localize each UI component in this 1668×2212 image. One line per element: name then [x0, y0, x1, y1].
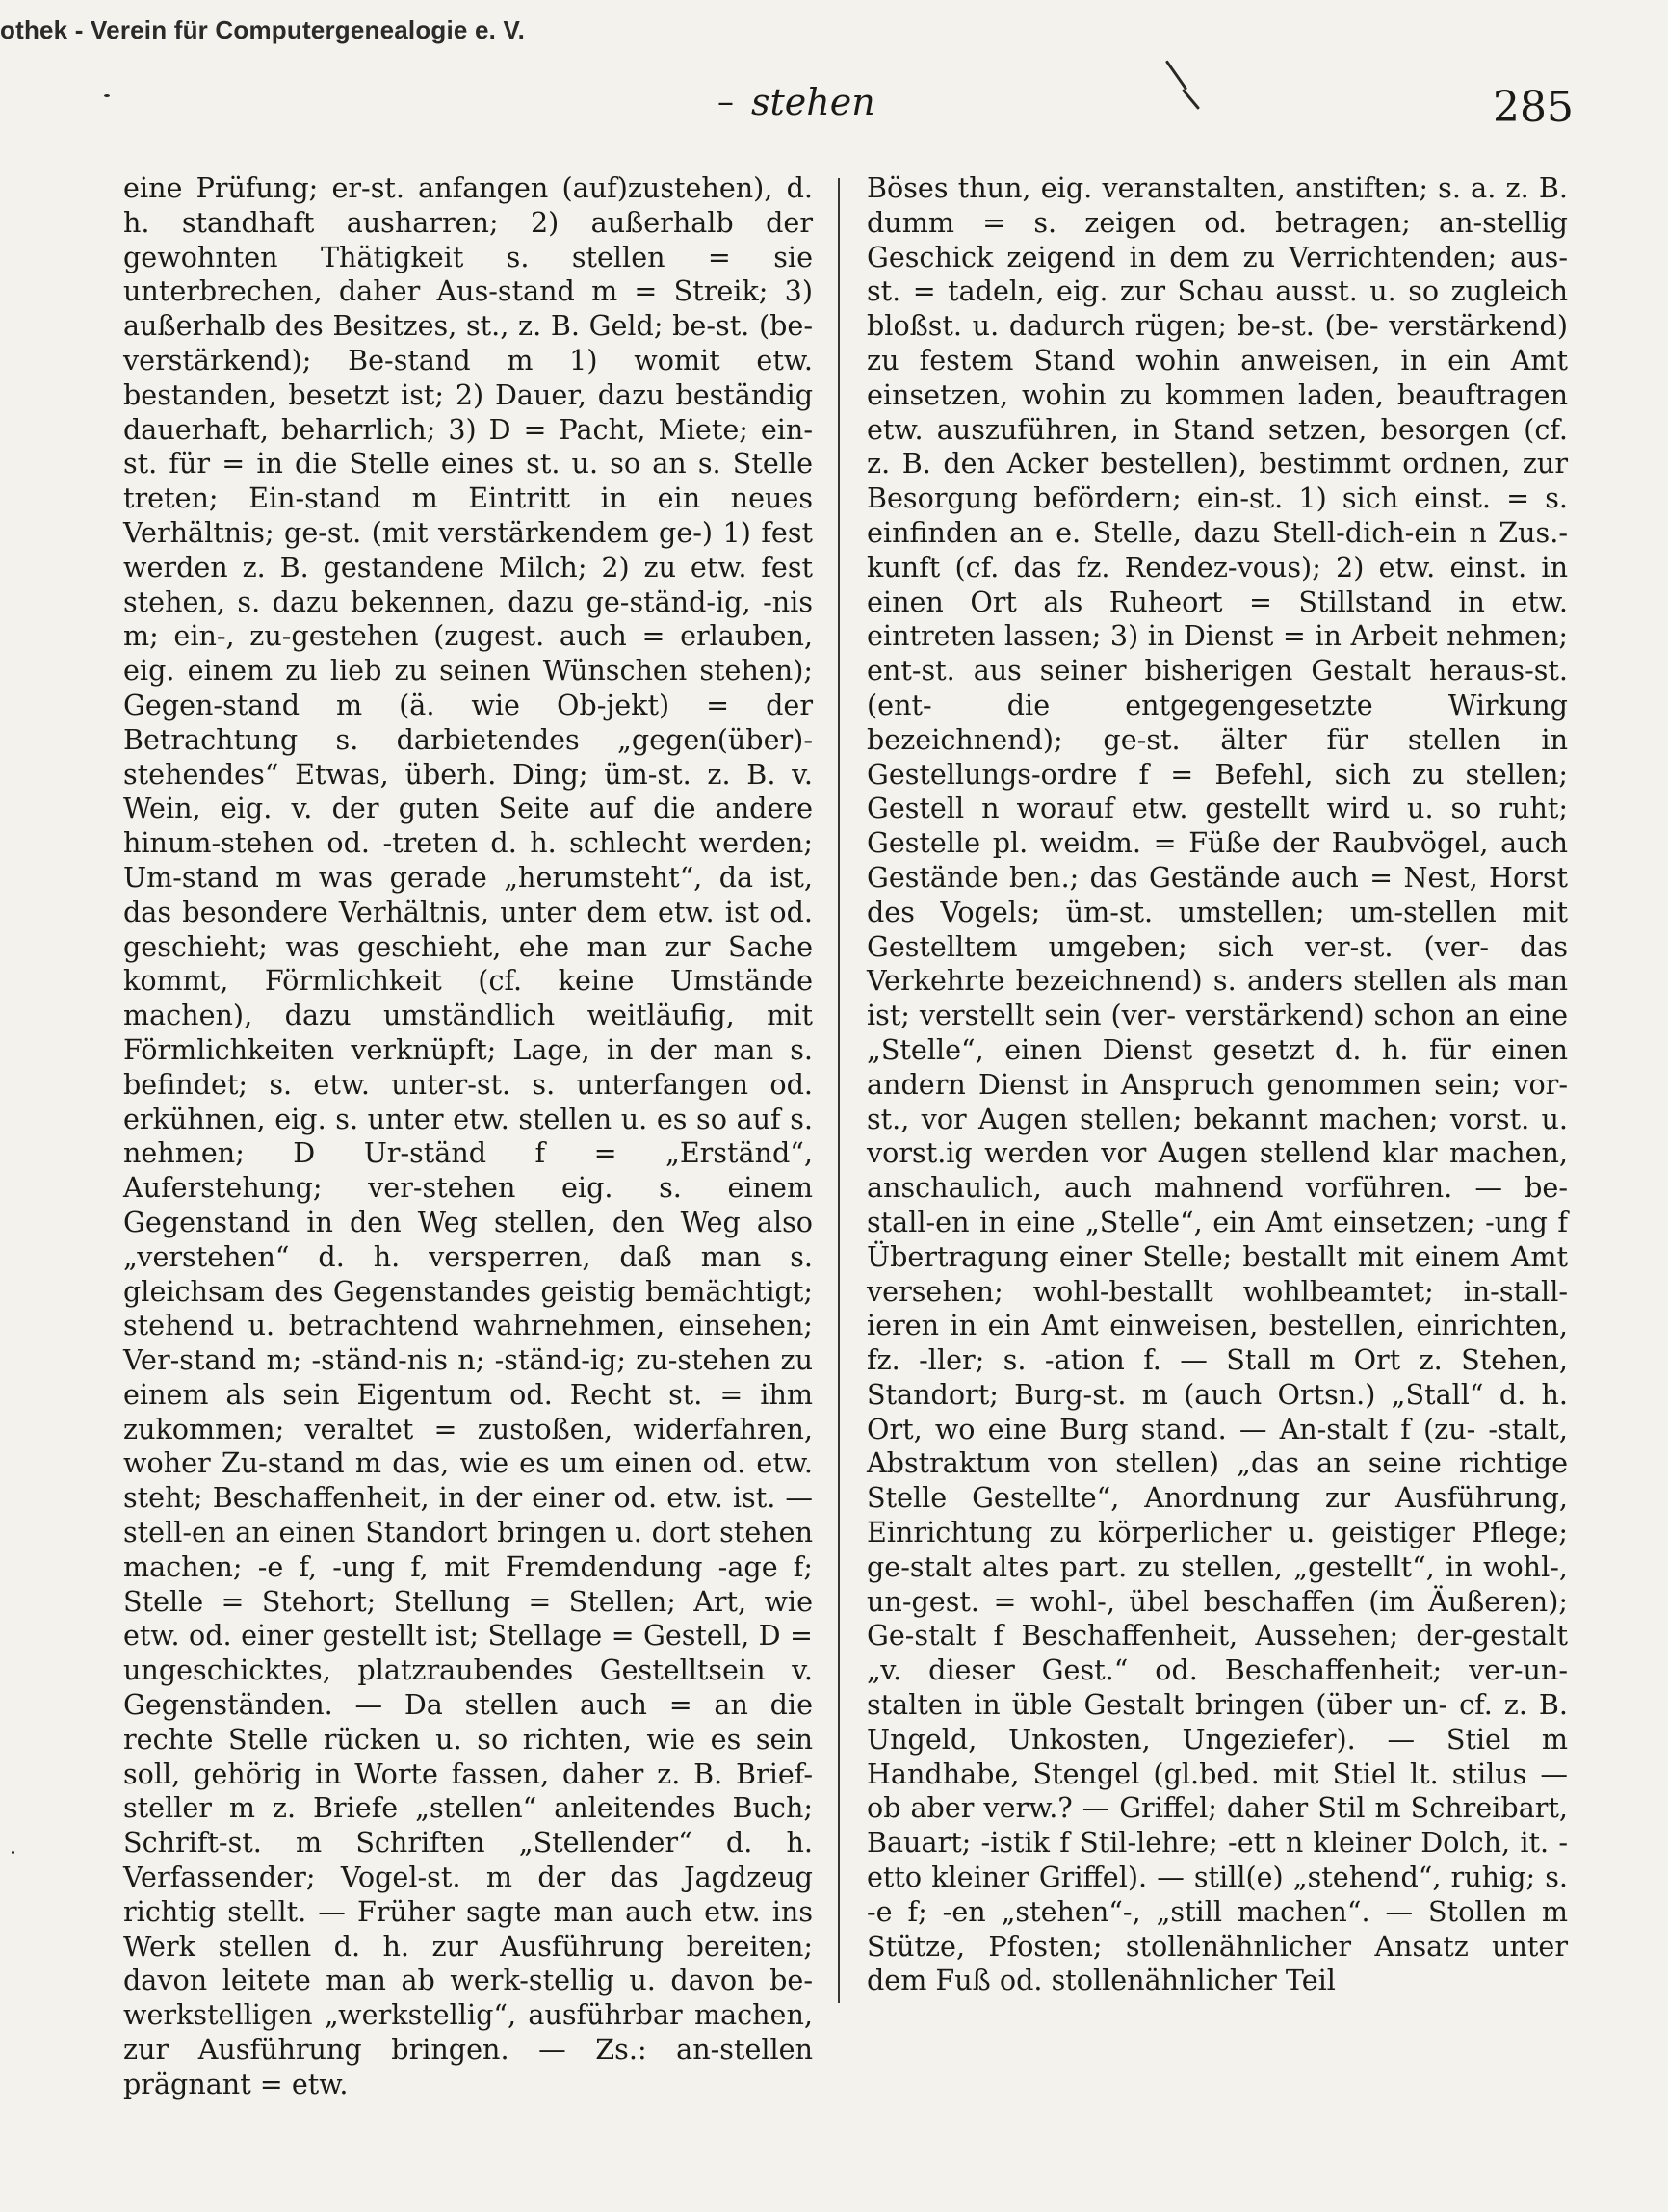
left-column: [123, 171, 813, 2102]
scan-speck: [104, 94, 110, 97]
scan-speck: [12, 1851, 14, 1854]
page-number: 285: [1493, 83, 1574, 132]
head-word: stehen: [751, 81, 875, 123]
header-dash: –: [717, 83, 734, 121]
right-column: [867, 171, 1568, 1998]
right-column-text: Böses thun, eig. veranstalten, anstiften; s. a. z. B. dumm = s. zeigen od. betragen; an-stellig Geschick zeigend in dem zu Verrichtenden; aus-st. = tadeln, eig. zur Schau ausst. u. so zugleich bloßst. u. dadurch rügen; be-st. (be- verstärkend) zu festem Stand wohin anweisen, in ein Amt einsetzen, wohin zu kommen laden, beauftragen etw. auszuführen, in Stand setzen, besorgen (cf. z. B. den Acker bestellen), bestimmt ordnen, zur Besorgung befördern; ein-st. 1) sich einst. = s. einfinden an e. Stelle, dazu Stell-dich-ein n Zus.-kunft (cf. das fz. Rendez-vous); 2) etw. einst. in einen Ort als Ruheort = Stillstand in etw. eintreten lassen; 3) in Dienst = in Arbeit nehmen; ent-st. aus seiner bisherigen Gestalt heraus-st. (ent- die entgegengesetzte Wirkung bezeichnend); ge-st. älter für stellen in Gestellungs-ordre f = Befehl, sich zu stellen; Gestell n worauf etw. gestellt wird u. so ruht; Gestelle pl. weidm. = Füße der Raubvögel, auch Gestände ben.; das Gestände auch = Nest, Horst des Vogels; üm-st. umstellen; um-stellen mit Gestelltem umgeben; sich ver-st. (ver- das Verkehrte bezeichnend) s. anders stellen als man ist; verstellt sein (ver- verstärkend) schon an eine „Stelle“, einen Dienst gesetzt d. h. für einen andern Dienst in Anspruch genommen sein; vor-st., vor Augen stellen; bekannt machen; vorst. u. vorst.ig werden vor Augen stellend klar machen, anschaulich, auch mahnend vorführen. — be-stall-en in eine „Stelle“, ein Amt einsetzen; -ung f Übertragung einer Stelle; bestallt mit einem Amt versehen; wohl-bestallt wohlbeamtet; in-stall-ieren in ein Amt einweisen, bestellen, einrichten, fz. -ller; s. -ation f. — Stall m Ort z. Stehen, Standort; Burg-st. m (auch Ortsn.) „Stall“ d. h. Ort, wo eine Burg stand. — An-stalt f (zu- -stalt, Abstraktum von stellen) „das an seine richtige Stelle Gestellte“, Anordnung zur Ausführung, Einrichtung zu körperlicher u. geistiger Pflege; ge-stalt altes part. zu stellen, „gestellt“, in wohl-, un-gest. = wohl-, übel beschaffen (im Äußeren); Ge-stalt f Beschaffenheit, Aussehen; der-gestalt „v. dieser Gest.“ od. Beschaffenheit; ver-un-stalten in üble Gestalt bringen (über un- cf. z. B. Ungeld, Unkosten, Ungeziefer). — Stiel m Handhabe, Stengel (gl.bed. mit Stiel lt. stilus — ob aber verw.? — Griffel; daher Stil m Schreibart, Bauart; -istik f Stil-lehre; -ett n kleiner Dolch, it. -etto kleiner Griffel). — still(e) „stehend“, ruhig; s. -e f; -en „stehen“-, „still machen“. — Stollen m Stütze, Pfosten; stollenähnlicher Ansatz unter dem Fuß od. stollenähnlicher Teil: [867, 171, 1568, 1997]
column-divider: [838, 178, 840, 2003]
watermark: othek - Verein für Computergenealogie e. V.: [0, 15, 526, 44]
left-column-text: eine Prüfung; er-st. anfangen (auf)zustehen), d. h. standhaft ausharren; 2) außerhalb der gewohnten Thätigkeit s. stellen = sie unterbrechen, daher Aus-stand m = Streik; 3) außerhalb des Besitzes, st., z. B. Geld; be-st. (be- verstärkend); Be-stand m 1) womit etw. bestanden, besetzt ist; 2) Dauer, dazu beständig dauerhaft, beharrlich; 3) D = Pacht, Miete; ein-st. für = in die Stelle eines st. u. so an s. Stelle treten; Ein-stand m Eintritt in ein neues Verhältnis; ge-st. (mit verstärkendem ge-) 1) fest werden z. B. gestandene Milch; 2) zu etw. fest stehen, s. dazu bekennen, dazu ge-ständ-ig, -nis m; ein-, zu-gestehen (zugest. auch = erlauben, eig. einem zu lieb zu seinen Wünschen stehen); Gegen-stand m (ä. wie Ob-jekt) = der Betrachtung s. darbietendes „gegen(über)-stehendes“ Etwas, überh. Ding; üm-st. z. B. v. Wein, eig. v. der guten Seite auf die andere hinum-stehen od. -treten d. h. schlecht werden; Um-stand m was gerade „herumsteht“, da ist, das besondere Verhältnis, unter dem etw. ist od. geschieht; was geschieht, ehe man zur Sache kommt, Förmlichkeit (cf. keine Umstände machen), dazu umständlich weitläufig, mit Förmlichkeiten verknüpft; Lage, in der man s. befindet; s. etw. unter-st. s. unterfangen od. erkühnen, eig. s. unter etw. stellen u. es so auf s. nehmen; D Ur-ständ f = „Erständ“, Auferstehung; ver-stehen eig. s. einem Gegenstand in den Weg stellen, den Weg also „verstehen“ d. h. versperren, daß man s. gleichsam des Gegenstandes geistig bemächtigt; stehend u. betrachtend wahrnehmen, einsehen; Ver-stand m; -ständ-nis n; -ständ-ig; zu-stehen zu einem als sein Eigentum od. Recht st. = ihm zukommen; veraltet = zustoßen, widerfahren, woher Zu-stand m das, wie es um einen od. etw. steht; Beschaffenheit, in der einer od. etw. ist. — stell-en an einen Standort bringen u. dort stehen machen; -e f, -ung f, mit Fremdendung -age f; Stelle = Stehort; Stellung = Stellen; Art, wie etw. od. einer gestellt ist; Stellage = Gestell, D = ungeschicktes, platzraubendes Gestelltsein v. Gegenständen. — Da stellen auch = an die rechte Stelle rücken u. so richten, wie es sein soll, gehörig in Worte fassen, daher z. B. Brief-steller m z. Briefe „stellen“ anleitendes Buch; Schrift-st. m Schriften „Stellender“ d. h. Verfassender; Vogel-st. m der das Jagdzeug richtig stellt. — Früher sagte man auch etw. ins Werk stellen d. h. zur Ausführung bereiten; davon leitete man ab werk-stellig u. davon be-werkstelligen „werkstellig“, ausführbar machen, zur Ausführung bringen. — Zs.: an-stellen prägnant = etw.: [123, 171, 813, 2100]
page-header: [0, 0, 1668, 154]
